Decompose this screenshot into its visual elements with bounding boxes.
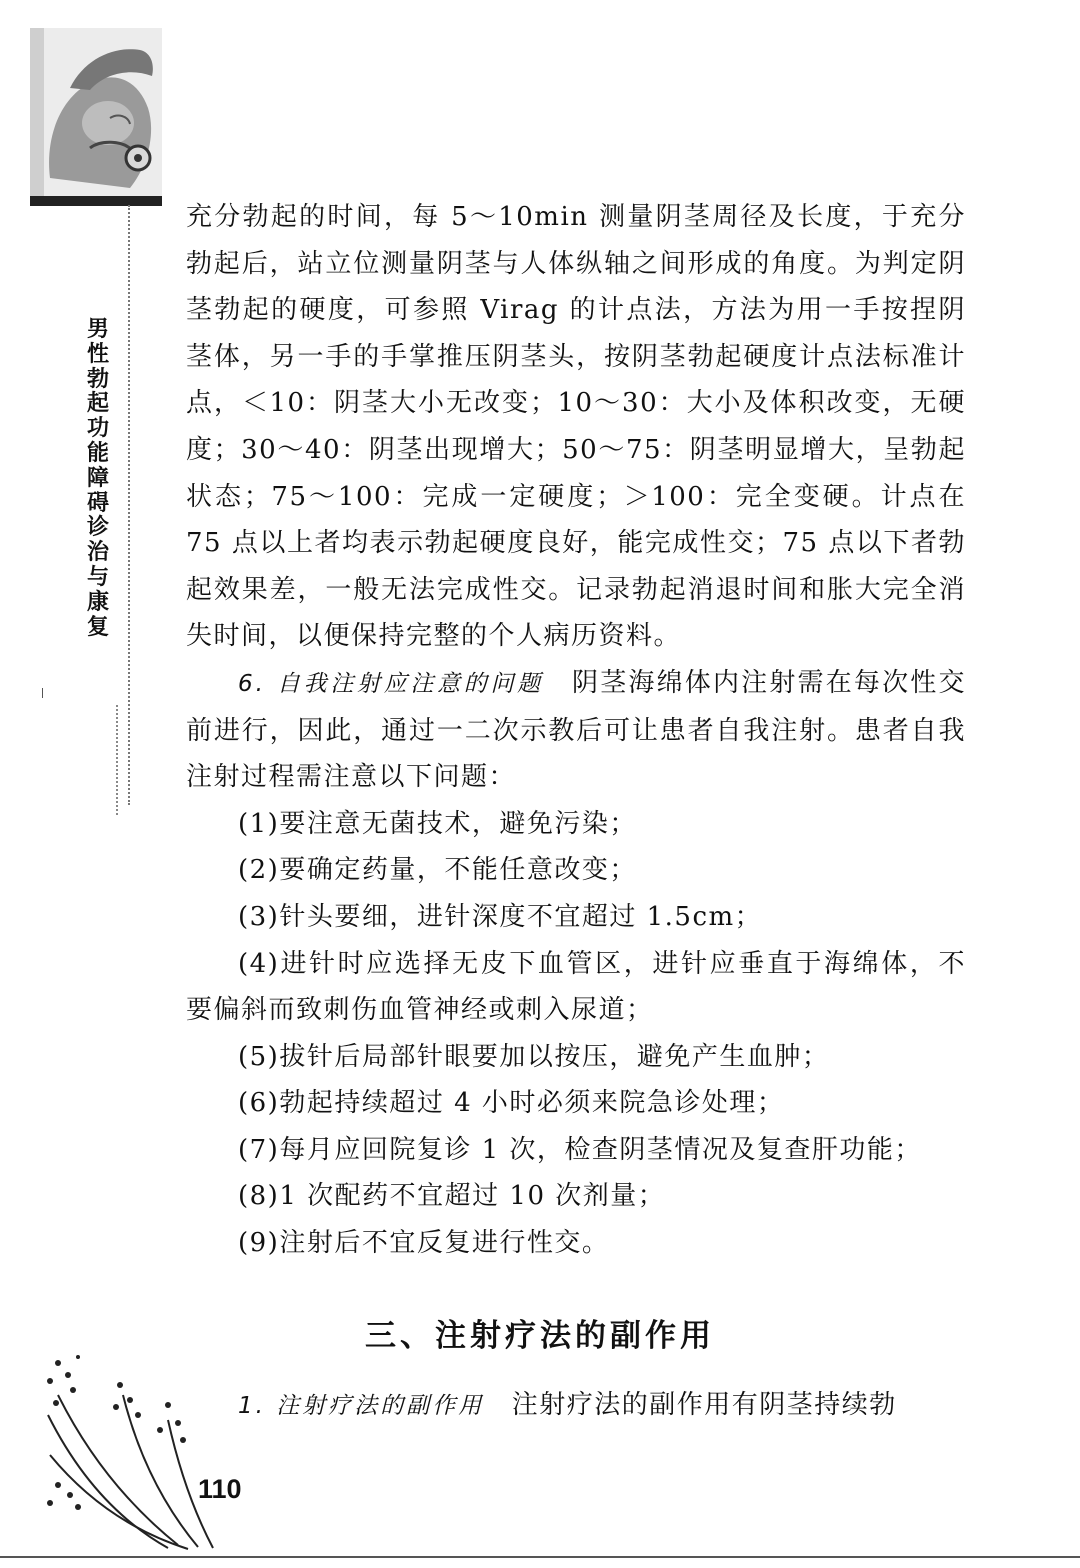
paragraph: 1. 注射疗法的副作用 注射疗法的副作用有阴茎持续勃 (238, 1390, 897, 1420)
header-rule (30, 196, 162, 206)
paragraph: 充分勃起的时间，每 5～10min 测量阴茎周径及长度，于充分勃起后，站立位测量阴茎与人体纵轴之间形成的角度。为判定阴茎勃起的硬度，可参照 Virag 的计点法，方法为用一手按捏阴茎体，另一手的手掌推压阴茎头，按阴茎勃起硬度计点法标准计点，＜10：阴茎大小无改变；10～30：大小及体积改变，无硬度；30～40：阴茎出现增大；50～75：阴茎明显增大，呈勃起状态；75～100：完成一定硬度；＞100：完全变硬。计点在 75 点以上者均表示勃起硬度良好，能完成性交；75 点以下者勃起效果差，一般无法完成性交。记录勃起消退时间和胀大完全消失时间，以便保持完整的个人病历资料。 (186, 202, 966, 652)
list-item: (1)要注意无菌技术，避免污染； (238, 808, 637, 839)
bottom-rule (0, 1556, 1080, 1558)
list-item: (6)勃起持续超过 4 小时必须来院急诊处理； (238, 1088, 785, 1119)
side-title: 男 性 勃 起 功 能 障 碍 诊 治 与 康 复 (86, 317, 109, 640)
body-text (186, 194, 966, 1267)
list-item: (9)注射后不宜反复进行性交。 (238, 1228, 610, 1259)
list-item: (8)1 次配药不宜超过 10 次剂量； (238, 1181, 666, 1212)
bodybuilder-illustration (30, 28, 162, 198)
margin-dotted-line (116, 705, 118, 815)
list-item: (2)要确定药量，不能任意改变； (238, 855, 637, 886)
margin-tick (42, 688, 43, 698)
topic-heading: 6. 自我注射应注意的问题 (238, 670, 544, 697)
floral-decoration (28, 1345, 228, 1550)
topic-heading: 1. 注射疗法的副作用 (238, 1393, 485, 1419)
page-number: 110 (198, 1474, 242, 1504)
section-heading: 三、注射疗法的副作用 (365, 1318, 715, 1354)
list-item: (5)拔针后局部针眼要加以按压，避免产生血肿； (238, 1041, 830, 1072)
list-item: (4)进针时应选择无皮下血管区，进针应垂直于海绵体，不要偏斜而致刺伤血管神经或刺入尿道； (186, 948, 966, 1026)
paragraph: 6. 自我注射应注意的问题 阴茎海绵体内注射需在每次性交前进行，因此，通过一二次示教后可让患者自我注射。患者自我注射过程需注意以下问题： (186, 667, 966, 793)
list-item: (7)每月应回院复诊 1 次，检查阴茎情况及复查肝功能； (238, 1134, 922, 1165)
margin-dotted-line (128, 205, 130, 805)
list-item: (3)针头要细，进针深度不宜超过 1.5cm； (238, 901, 763, 932)
